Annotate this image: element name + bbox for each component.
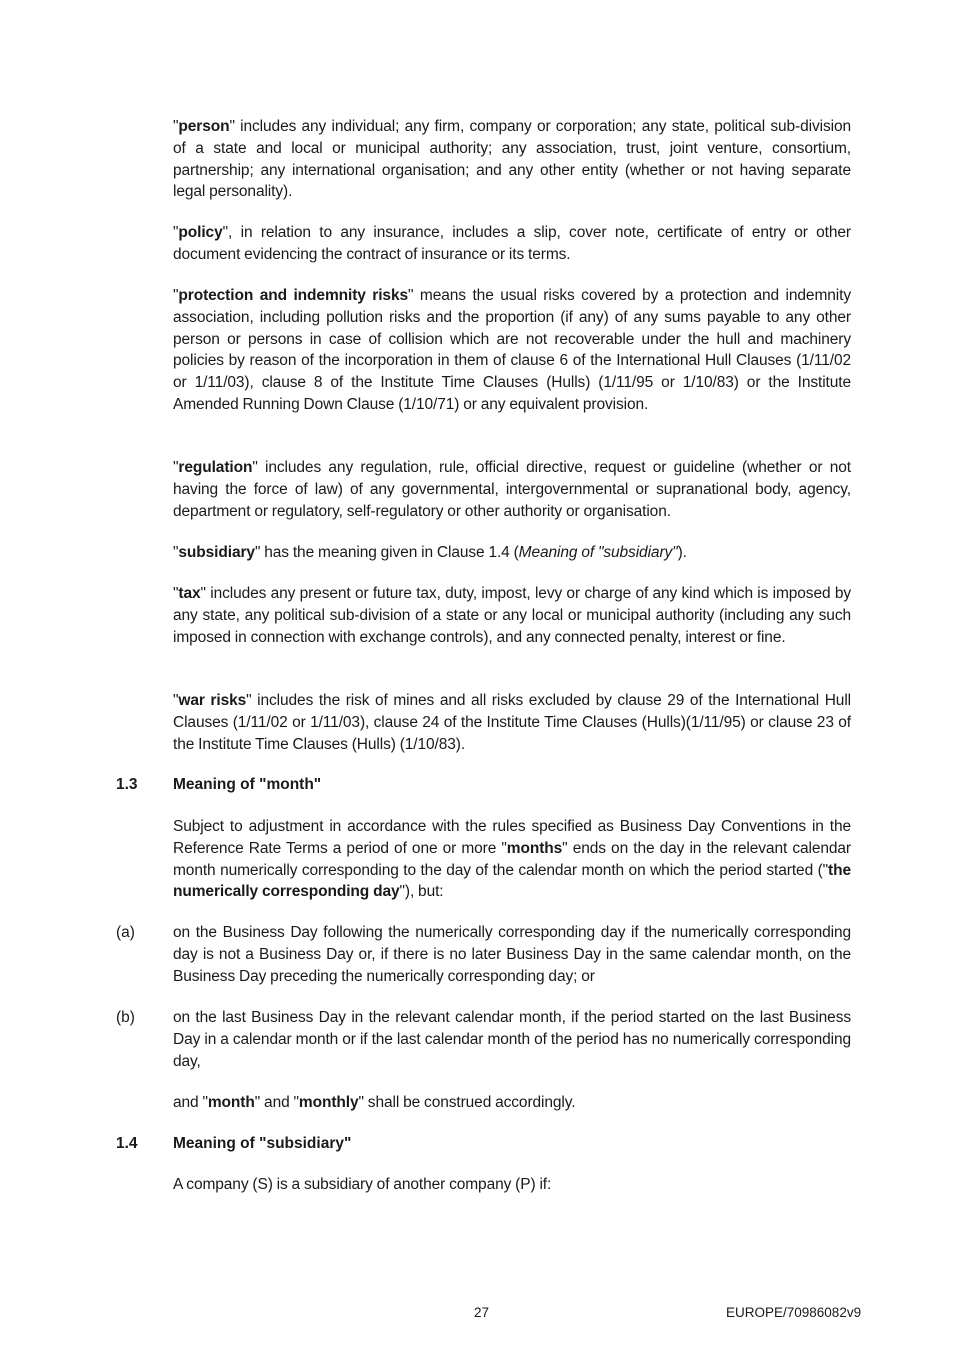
definition-person: "person" includes any individual; any firm, company or corporation; any state, political sub-division of a state and local or municipal authority; any association, trust, joint venture, consortium, partnership; any international organisation; and any other entity (whether or not having separate legal personality).	[173, 118, 851, 201]
section-number: 1.4	[116, 1135, 138, 1152]
section-intro: A company (S) is a subsidiary of another company (P) if:	[173, 1176, 552, 1193]
defined-term: tax	[178, 585, 201, 602]
defined-term: policy	[178, 224, 223, 241]
section-intro	[173, 816, 851, 903]
definition-text: , in relation to any insurance, includes a slip, cover note, certificate of entry or other document evidencing the contract of insurance or its terms.	[173, 224, 851, 263]
defined-term: month	[207, 1094, 255, 1111]
defined-term: the numerically corresponding day	[173, 861, 851, 901]
definition-text: has the meaning given in Clause 1.4 (	[260, 544, 519, 561]
defined-term: protection and indemnity risks	[178, 287, 408, 304]
definition-subsidiary: "subsidiary" has the meaning given in Clause 1.4 (Meaning of "subsidiary").	[173, 544, 687, 561]
page-number: 27	[474, 1305, 490, 1320]
closing-text: and "	[173, 1094, 208, 1111]
defined-term: monthly	[298, 1094, 359, 1111]
definition-protection-indemnity: "protection and indemnity risks" means the usual risks covered by a protection and indemnity association, including pollution risks and the proportion (if any) of any sums payable to any other person or persons in case of collision which are not recoverable under the hull and machinery policies by reason of the incorporation in them of clause 6 of the International Hull Clauses (1/11/02 or 1/11/03), clause 8 of the Institute Time Clauses (Hulls) (1/11/95 or 1/10/83) or the Institute Amended Running Down Clause (1/10/71) or any equivalent provision.	[173, 287, 851, 413]
defined-term: person	[178, 118, 230, 135]
defined-term: regulation	[178, 459, 253, 476]
intro-text: "), but:	[399, 883, 444, 901]
definition-text: includes the risk of mines and all risks excluded by clause 29 of the International Hull Clauses (1/11/02 or 1/11/03), clause 24 of the Institute Time Clauses (Hulls)(1/11/95) or clause 23 of the Institute Time Clauses (Hulls) (1/10/83).	[173, 692, 852, 753]
definition-text: includes any present or future tax, duty, impost, levy or charge of any kind which is imposed by any state, any political sub-division of a state or any local or municipal authority (including any such imposed in connection with exchange controls), and any connected penalty, interest or fine.	[173, 585, 851, 646]
list-item: on the last Business Day in the relevant calendar month, if the period started on the last Business Day in a calendar month or if the last calendar month of the period has no numerically corresponding day,	[173, 1009, 851, 1070]
intro-text: " ends on the day in the relevant calendar month numerically corresponding to the day of the calendar month on which the period started ("	[173, 839, 851, 879]
definition-text: includes any regulation, rule, official directive, request or guideline (whether or not having the force of law) of any governmental, intergovernmental or supranational body, agency, department or regulatory, self-regulatory or other authority or organisation.	[173, 459, 851, 520]
list-item: on the Business Day following the numerically corresponding day if the numerically corresponding day is not a Business Day or, if there is no later Business Day in the same calendar month, on the Business Day preceding the numerically corresponding day; or	[173, 924, 851, 985]
defined-term: war risks	[178, 692, 247, 709]
intro-text: Subject to adjustment in accordance with the rules specified as Business Day Conventions in the Reference Rate Terms a period of one or more "	[173, 818, 851, 857]
section-number: 1.3	[116, 776, 138, 793]
closing-text: " shall be construed accordingly.	[358, 1094, 576, 1111]
definition-text: includes any individual; any firm, company or corporation; any state, political sub-division of a state and local or municipal authority; any association, trust, joint venture, consortium, partnership; any international organisation; and any other entity (whether or not having separate legal personality).	[173, 118, 851, 201]
definition-war-risks: "war risks" includes the risk of mines and all risks excluded by clause 29 of the International Hull Clauses (1/11/02 or 1/11/03), clause 24 of the Institute Time Clauses (Hulls)(1/11/95) or clause 23 of the Institute Time Clauses (Hulls) (1/10/83).	[173, 692, 852, 753]
closing-text: " and "	[254, 1094, 299, 1111]
section-closing	[173, 1092, 851, 1114]
definition-regulation: "regulation" includes any regulation, rule, official directive, request or guideline (whether or not having the force of law) of any governmental, intergovernmental or supranational body, agency, department or regulatory, self-regulatory or other authority or organisation.	[173, 459, 851, 520]
list-label: (b)	[116, 1009, 135, 1026]
defined-term: subsidiary	[178, 544, 255, 561]
list-label: (a)	[116, 924, 135, 941]
defined-term: months	[506, 839, 563, 857]
clause-reference: Meaning of "subsidiary"	[518, 544, 678, 561]
document-reference: EUROPE/70986082v9	[726, 1305, 862, 1320]
section-title: Meaning of "subsidiary"	[173, 1135, 352, 1152]
definition-text: means the usual risks covered by a protection and indemnity association, including pollution risks and the proportion (if any) of any sums payable to any other person or persons in case of collision which are not recoverable under the hull and machinery policies by reason of the incorporation in them of clause 6 of the International Hull Clauses (1/11/02 or 1/11/03), clause 8 of the Institute Time Clauses (Hulls) (1/11/95 or 1/10/83) or the Institute Amended Running Down Clause (1/10/71) or any equivalent provision.	[173, 287, 851, 413]
definition-policy: "policy", in relation to any insurance, includes a slip, cover note, certificate of entry or other document evidencing the contract of insurance or its terms.	[173, 224, 851, 263]
definition-tax: "tax" includes any present or future tax, duty, impost, levy or charge of any kind which is imposed by any state, any political sub-division of a state or any local or municipal authority (including any such imposed in connection with exchange controls), and any connected penalty, interest or fine.	[173, 585, 851, 646]
definition-text-end: ).	[677, 544, 687, 561]
section-title: Meaning of "month"	[173, 776, 322, 793]
